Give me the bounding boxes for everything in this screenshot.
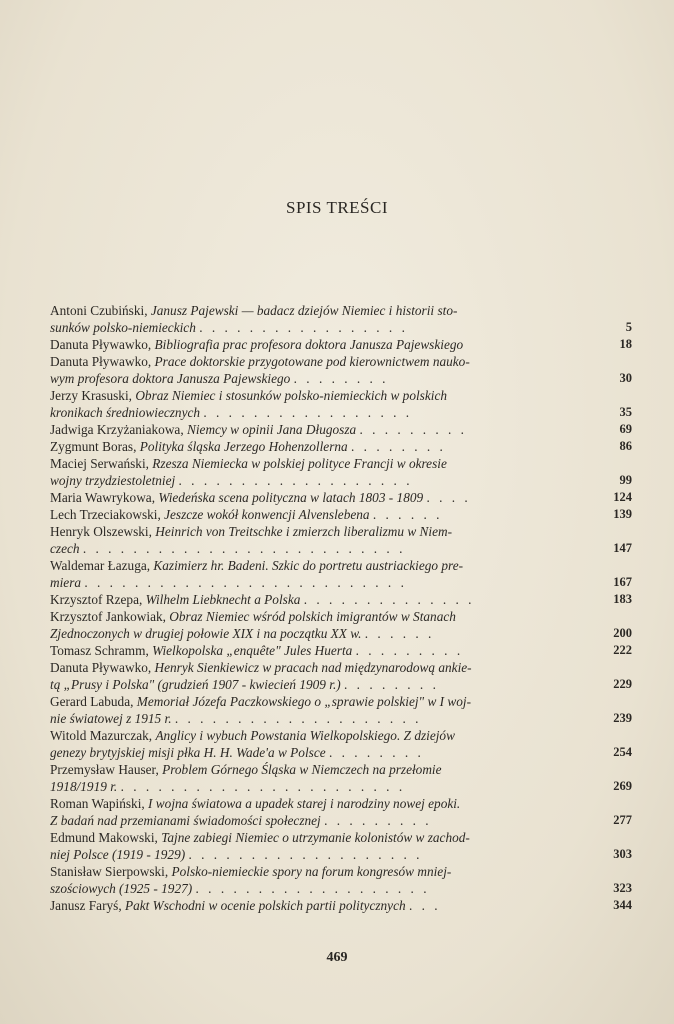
- toc-page-number: 139: [613, 507, 632, 521]
- toc-entry: [50, 506, 632, 523]
- toc-entry-text: [50, 795, 584, 829]
- toc-leader-dots: . . . . . . . . .: [355, 643, 464, 658]
- toc-entry: [50, 336, 632, 353]
- toc-leader-dots: . . . . . . . .: [351, 439, 446, 454]
- toc-title-continuation: miera: [50, 575, 82, 590]
- toc-leader-dots: . . . . . . . . . . . . . . . . . . . . . . .: [120, 779, 406, 794]
- toc-title: Anglicy i wybuch Powstania Wielkopolskiego. Z dziejów: [155, 728, 455, 743]
- toc-page-number: 222: [613, 643, 632, 657]
- toc-page-number: 239: [613, 711, 632, 725]
- toc-entry-text: [50, 557, 584, 591]
- toc-title-continuation: szościowych (1925 - 1927): [50, 881, 193, 896]
- toc-leader-dots: . . . . . . . . . . . . . . . . .: [199, 320, 408, 335]
- toc-title: Polityka śląska Jerzego Hohenzollerna: [139, 439, 348, 454]
- toc-page-number: 323: [613, 881, 632, 895]
- toc-title-continuation: wym profesora doktora Janusza Pajewskiego: [50, 371, 291, 386]
- toc-leader-dots: . . . . . .: [364, 626, 435, 641]
- toc-title-continuation: Zjednoczonych w drugiej połowie XIX i na początku XX w.: [50, 626, 362, 641]
- toc-entry: [50, 438, 632, 455]
- toc-title-continuation: sunków polsko-niemieckich: [50, 320, 196, 335]
- toc-entry-text: [50, 421, 584, 438]
- toc-title-continuation: nie światowej z 1915 r.: [50, 711, 172, 726]
- toc-author: Krzysztof Rzepa,: [50, 592, 143, 607]
- toc-title: Bibliografia prac profesora doktora Janusza Pajewskiego: [154, 337, 464, 352]
- toc-title: Janusz Pajewski — badacz dziejów Niemiec i historii sto-: [150, 303, 458, 318]
- page-title: SPIS TREŚCI: [285, 198, 389, 217]
- toc-author: Waldemar Łazuga,: [50, 558, 151, 573]
- toc-leader-dots: . . . . . . . . .: [324, 813, 432, 828]
- toc-entry-text: [50, 387, 584, 421]
- toc-leader-dots: . . . . . . . .: [293, 371, 389, 386]
- toc-entry: [50, 659, 632, 693]
- toc-title: Pakt Wschodni w ocenie polskich partii politycznych: [124, 898, 406, 913]
- toc-entry: [50, 302, 632, 336]
- toc-entry-text: [50, 829, 584, 863]
- toc-author: Jadwiga Krzyżaniakowa,: [50, 422, 184, 437]
- toc-leader-dots: . . . . . . . . . . . . . . . . . . .: [188, 847, 423, 862]
- toc-page-number: 229: [613, 677, 632, 691]
- toc-title-continuation: 1918/1919 r.: [50, 779, 118, 794]
- toc-entry: [50, 693, 632, 727]
- toc-leader-dots: . . . . . . . . . . . . . . . . . . . . . . . . . .: [84, 575, 407, 590]
- toc-leader-dots: . . .: [408, 898, 441, 913]
- toc-title-continuation: wojny trzydziestoletniej: [50, 473, 176, 488]
- toc-entry-text: [50, 523, 584, 557]
- toc-title-continuation: tą „Prusy i Polska" (grudzień 1907 - kwiecień 1909 r.): [50, 677, 341, 692]
- toc-entry-text: [50, 438, 584, 455]
- toc-entry: [50, 523, 632, 557]
- toc-entry-text: [50, 897, 584, 914]
- toc-entry-text: [50, 591, 584, 608]
- toc-title-continuation: kronikach średniowiecznych: [50, 405, 201, 420]
- toc-entry: [50, 421, 632, 438]
- toc-author: Przemysław Hauser,: [50, 762, 159, 777]
- toc-title: Wiedeńska scena polityczna w latach 1803 - 1809: [158, 490, 424, 505]
- toc-leader-dots: . . . . . . . .: [344, 677, 439, 692]
- toc-page-number: 269: [613, 779, 632, 793]
- toc-leader-dots: . . . . . . . . .: [359, 422, 467, 437]
- toc-title: Memoriał Józefa Paczkowskiego o „sprawie polskiej" w I woj-: [136, 694, 472, 709]
- toc-author: Zygmunt Boras,: [50, 439, 137, 454]
- toc-author: Roman Wapiński,: [50, 796, 145, 811]
- toc-entry: [50, 863, 632, 897]
- toc-leader-dots: . . . . . . . .: [328, 745, 424, 760]
- toc-leader-dots: . . . . . . . . . . . . . . . . . . .: [178, 473, 413, 488]
- table-of-contents: [50, 302, 632, 914]
- toc-author: Maria Wawrykowa,: [50, 490, 156, 505]
- toc-entry-text: [50, 608, 584, 642]
- toc-entry: [50, 897, 632, 914]
- toc-entry-text: [50, 353, 584, 387]
- toc-leader-dots: . . . .: [426, 490, 471, 505]
- toc-page-number: 124: [613, 490, 632, 504]
- toc-entry: [50, 761, 632, 795]
- toc-author: Henryk Olszewski,: [50, 524, 152, 539]
- toc-author: Jerzy Krasuski,: [50, 388, 132, 403]
- toc-entry: [50, 353, 632, 387]
- toc-author: Janusz Faryś,: [50, 898, 122, 913]
- toc-author: Tomasz Schramm,: [50, 643, 149, 658]
- toc-author: Krzysztof Jankowiak,: [50, 609, 166, 624]
- toc-title: Obraz Niemiec i stosunków polsko-niemieckich w polskich: [135, 388, 447, 403]
- toc-author: Danuta Pływawko,: [50, 337, 152, 352]
- toc-entry: [50, 795, 632, 829]
- toc-page-number: 277: [613, 813, 632, 827]
- toc-entry: [50, 608, 632, 642]
- toc-leader-dots: . . . . . . . . . . . . . . . . .: [203, 405, 413, 420]
- toc-entry-text: [50, 761, 584, 795]
- toc-entry-text: [50, 302, 584, 336]
- toc-entry-text: [50, 489, 584, 506]
- toc-title-continuation: genezy brytyjskiej misji płka H. H. Wade'a w Polsce: [50, 745, 326, 760]
- toc-title: Wilhelm Liebknecht a Polska: [145, 592, 301, 607]
- toc-entry: [50, 387, 632, 421]
- toc-title: Tajne zabiegi Niemiec o utrzymanie kolonistów w zachod-: [161, 830, 470, 845]
- toc-leader-dots: . . . . . . . . . . . . . . . . . . .: [195, 881, 430, 896]
- toc-author: Gerard Labuda,: [50, 694, 134, 709]
- toc-title-continuation: niej Polsce (1919 - 1929): [50, 847, 186, 862]
- toc-page-number: 18: [619, 337, 632, 351]
- toc-title: Kazimierz hr. Badeni. Szkic do portretu austriackiego pre-: [153, 558, 464, 573]
- toc-entry-text: [50, 659, 584, 693]
- toc-title: Jeszcze wokół konwencji Alvenslebena: [164, 507, 370, 522]
- toc-author: Danuta Pływawko,: [50, 660, 152, 675]
- toc-title: Prace doktorskie przygotowane pod kierownictwem nauko-: [154, 354, 470, 369]
- toc-page-number: 69: [619, 422, 632, 436]
- toc-page-number: 344: [613, 898, 632, 912]
- toc-author: Stanisław Sierpowski,: [50, 864, 169, 879]
- toc-entry-text: [50, 863, 584, 897]
- toc-title: Wielkopolska „enquête" Jules Huerta: [152, 643, 353, 658]
- toc-page-number: 35: [619, 405, 632, 419]
- toc-title-continuation: czech: [50, 541, 80, 556]
- toc-title: Heinrich von Treitschke i zmierzch liberalizmu w Niem-: [155, 524, 453, 539]
- toc-entry-text: [50, 727, 584, 761]
- toc-entry-text: [50, 506, 584, 523]
- toc-title: Rzesza Niemiecka w polskiej polityce Francji w okresie: [152, 456, 447, 471]
- toc-leader-dots: . . . . . . . . . . . . . . . . . . . .: [174, 711, 422, 726]
- toc-entry: [50, 455, 632, 489]
- toc-page-number: 99: [619, 473, 632, 487]
- toc-page-number: 200: [613, 626, 632, 640]
- toc-title-continuation: Z badań nad przemianami świadomości społecznej: [50, 813, 321, 828]
- toc-leader-dots: . . . . . . . . . . . . . .: [303, 592, 475, 607]
- toc-page-number: 147: [613, 541, 632, 555]
- toc-entry: [50, 829, 632, 863]
- toc-author: Witold Mazurczak,: [50, 728, 153, 743]
- toc-page-number: 5: [625, 320, 632, 334]
- toc-page-number: 254: [613, 745, 632, 759]
- toc-entry: [50, 489, 632, 506]
- toc-page-number: 303: [613, 847, 632, 861]
- toc-entry-text: [50, 642, 584, 659]
- toc-entry: [50, 557, 632, 591]
- toc-title: Niemcy w opinii Jana Długosza: [186, 422, 357, 437]
- toc-author: Lech Trzeciakowski,: [50, 507, 161, 522]
- toc-author: Edmund Makowski,: [50, 830, 158, 845]
- toc-page-number: 183: [613, 592, 632, 606]
- toc-title: Obraz Niemiec wśród polskich imigrantów w Stanach: [169, 609, 456, 624]
- toc-author: Antoni Czubiński,: [50, 303, 148, 318]
- toc-title: Henryk Sienkiewicz w pracach nad międzynarodową ankie-: [154, 660, 472, 675]
- toc-leader-dots: . . . . . . . . . . . . . . . . . . . . . . . . . .: [82, 541, 406, 556]
- toc-entry-text: [50, 336, 584, 353]
- toc-title: Problem Górnego Śląska w Niemczech na przełomie: [162, 762, 442, 777]
- toc-title: I wojna światowa a upadek starej i narodziny nowej epoki.: [148, 796, 461, 811]
- toc-author: Danuta Pływawko,: [50, 354, 152, 369]
- toc-entry: [50, 591, 632, 608]
- toc-title: Polsko-niemieckie spory na forum kongresów mniej-: [171, 864, 452, 879]
- toc-entry: [50, 642, 632, 659]
- toc-page-number: 86: [619, 439, 632, 453]
- toc-entry-text: [50, 693, 584, 727]
- toc-page-number: 167: [613, 575, 632, 589]
- page-number: 469: [326, 950, 348, 965]
- toc-page-number: 30: [619, 371, 632, 385]
- toc-entry: [50, 727, 632, 761]
- toc-entry-text: [50, 455, 584, 489]
- toc-author: Maciej Serwański,: [50, 456, 149, 471]
- toc-leader-dots: . . . . . .: [372, 507, 443, 522]
